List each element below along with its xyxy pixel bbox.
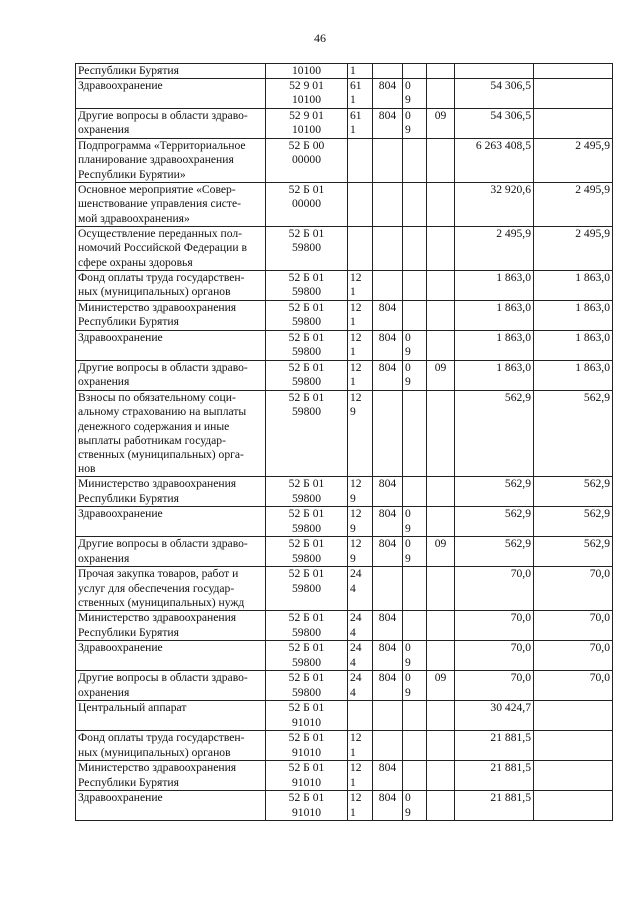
row-name: Фонд оплаты труда государствен- ных (муниципальных) органов bbox=[76, 271, 266, 301]
target-article-code: 52 Б 01 59800 bbox=[266, 477, 348, 507]
section-code: 0 9 bbox=[403, 331, 427, 361]
page-number: 46 bbox=[314, 31, 326, 45]
administrator-code: 804 bbox=[373, 109, 403, 139]
budget-table-body bbox=[76, 64, 613, 821]
expense-type-code: 61 1 bbox=[348, 79, 373, 109]
target-article-code: 52 Б 01 59800 bbox=[266, 391, 348, 477]
administrator-code: 804 bbox=[373, 477, 403, 507]
subsection-code: 09 bbox=[427, 109, 455, 139]
row-name: Другие вопросы в области здраво- охранения bbox=[76, 537, 266, 567]
table-row bbox=[76, 477, 613, 507]
expense-type-code: 12 1 bbox=[348, 731, 373, 761]
amount-total: 1 863,0 bbox=[455, 271, 534, 301]
section-code: 0 9 bbox=[403, 671, 427, 701]
row-name: Основное мероприятие «Совер- шенствование управления систе- мой здравоохранения» bbox=[76, 183, 266, 227]
row-name: Центральный аппарат bbox=[76, 701, 266, 731]
row-name: Республики Бурятия bbox=[76, 64, 266, 79]
amount-total: 21 881,5 bbox=[455, 761, 534, 791]
table-row bbox=[76, 761, 613, 791]
section-code bbox=[403, 227, 427, 271]
section-code bbox=[403, 139, 427, 183]
target-article-code: 52 Б 01 00000 bbox=[266, 183, 348, 227]
table-row bbox=[76, 227, 613, 271]
table-row bbox=[76, 79, 613, 109]
table-row bbox=[76, 507, 613, 537]
amount-federal: 1 863,0 bbox=[534, 331, 613, 361]
section-code bbox=[403, 391, 427, 477]
administrator-code: 804 bbox=[373, 611, 403, 641]
table-row bbox=[76, 641, 613, 671]
amount-total: 1 863,0 bbox=[455, 361, 534, 391]
administrator-code bbox=[373, 227, 403, 271]
expense-type-code: 12 1 bbox=[348, 331, 373, 361]
amount-total: 21 881,5 bbox=[455, 791, 534, 821]
subsection-code bbox=[427, 64, 455, 79]
section-code: 0 9 bbox=[403, 537, 427, 567]
table-row bbox=[76, 361, 613, 391]
amount-total: 70,0 bbox=[455, 671, 534, 701]
amount-total: 54 306,5 bbox=[455, 109, 534, 139]
amount-total: 70,0 bbox=[455, 567, 534, 611]
subsection-code bbox=[427, 271, 455, 301]
section-code bbox=[403, 183, 427, 227]
row-name: Подпрограмма «Территориальное планирование здравоохранения Республики Бурятии» bbox=[76, 139, 266, 183]
target-article-code: 52 Б 01 59800 bbox=[266, 301, 348, 331]
subsection-code: 09 bbox=[427, 361, 455, 391]
row-name: Фонд оплаты труда государствен- ных (муниципальных) органов bbox=[76, 731, 266, 761]
administrator-code bbox=[373, 139, 403, 183]
expense-type-code: 1 bbox=[348, 64, 373, 79]
subsection-code bbox=[427, 507, 455, 537]
target-article-code: 52 Б 01 59800 bbox=[266, 611, 348, 641]
target-article-code: 52 Б 01 59800 bbox=[266, 567, 348, 611]
table-row bbox=[76, 611, 613, 641]
section-code: 0 9 bbox=[403, 79, 427, 109]
subsection-code: 09 bbox=[427, 671, 455, 701]
table-row bbox=[76, 671, 613, 701]
amount-federal: 70,0 bbox=[534, 641, 613, 671]
subsection-code bbox=[427, 567, 455, 611]
expense-type-code: 24 4 bbox=[348, 567, 373, 611]
subsection-code bbox=[427, 791, 455, 821]
target-article-code: 52 Б 01 59800 bbox=[266, 227, 348, 271]
table-row bbox=[76, 64, 613, 79]
row-name: Министерство здравоохранения Республики Бурятия bbox=[76, 477, 266, 507]
administrator-code bbox=[373, 271, 403, 301]
administrator-code: 804 bbox=[373, 301, 403, 331]
row-name: Здравоохранение bbox=[76, 791, 266, 821]
section-code bbox=[403, 611, 427, 641]
target-article-code: 52 Б 01 91010 bbox=[266, 791, 348, 821]
amount-federal: 1 863,0 bbox=[534, 271, 613, 301]
expense-type-code: 61 1 bbox=[348, 109, 373, 139]
amount-federal: 562,9 bbox=[534, 507, 613, 537]
target-article-code: 52 Б 01 59800 bbox=[266, 641, 348, 671]
expense-type-code: 24 4 bbox=[348, 611, 373, 641]
row-name: Другие вопросы в области здраво- охранения bbox=[76, 671, 266, 701]
administrator-code bbox=[373, 701, 403, 731]
expense-type-code: 12 1 bbox=[348, 761, 373, 791]
row-name: Прочая закупка товаров, работ и услуг для обеспечения государ- ственных (муниципальных) нужд bbox=[76, 567, 266, 611]
amount-total: 30 424,7 bbox=[455, 701, 534, 731]
administrator-code: 804 bbox=[373, 537, 403, 567]
expense-type-code bbox=[348, 227, 373, 271]
administrator-code bbox=[373, 731, 403, 761]
target-article-code: 52 Б 01 59800 bbox=[266, 507, 348, 537]
table-row bbox=[76, 109, 613, 139]
table-row bbox=[76, 271, 613, 301]
expense-type-code: 12 1 bbox=[348, 361, 373, 391]
section-code bbox=[403, 701, 427, 731]
expense-type-code: 12 9 bbox=[348, 477, 373, 507]
target-article-code: 52 Б 01 91010 bbox=[266, 761, 348, 791]
row-name: Другие вопросы в области здраво- охранения bbox=[76, 361, 266, 391]
administrator-code: 804 bbox=[373, 507, 403, 537]
administrator-code: 804 bbox=[373, 791, 403, 821]
row-name: Здравоохранение bbox=[76, 507, 266, 537]
administrator-code: 804 bbox=[373, 641, 403, 671]
administrator-code bbox=[373, 567, 403, 611]
amount-federal: 1 863,0 bbox=[534, 301, 613, 331]
expense-type-code: 12 9 bbox=[348, 507, 373, 537]
amount-federal bbox=[534, 701, 613, 731]
row-name: Министерство здравоохранения Республики Бурятия bbox=[76, 301, 266, 331]
administrator-code: 804 bbox=[373, 761, 403, 791]
table-row bbox=[76, 331, 613, 361]
target-article-code: 52 9 01 10100 bbox=[266, 79, 348, 109]
amount-federal bbox=[534, 791, 613, 821]
target-article-code: 52 Б 01 59800 bbox=[266, 671, 348, 701]
section-code bbox=[403, 64, 427, 79]
row-name: Здравоохранение bbox=[76, 331, 266, 361]
amount-federal: 562,9 bbox=[534, 477, 613, 507]
subsection-code bbox=[427, 611, 455, 641]
target-article-code: 52 Б 01 91010 bbox=[266, 701, 348, 731]
amount-federal: 2 495,9 bbox=[534, 183, 613, 227]
amount-federal: 70,0 bbox=[534, 671, 613, 701]
expense-type-code bbox=[348, 701, 373, 731]
table-row bbox=[76, 301, 613, 331]
target-article-code: 52 Б 01 59800 bbox=[266, 537, 348, 567]
subsection-code: 09 bbox=[427, 537, 455, 567]
expense-type-code: 12 1 bbox=[348, 791, 373, 821]
amount-total: 6 263 408,5 bbox=[455, 139, 534, 183]
subsection-code bbox=[427, 477, 455, 507]
row-name: Другие вопросы в области здраво- охранения bbox=[76, 109, 266, 139]
section-code bbox=[403, 761, 427, 791]
expense-type-code bbox=[348, 139, 373, 183]
amount-federal: 70,0 bbox=[534, 567, 613, 611]
table-row bbox=[76, 139, 613, 183]
subsection-code bbox=[427, 391, 455, 477]
row-name: Министерство здравоохранения Республики Бурятия bbox=[76, 611, 266, 641]
row-name: Здравоохранение bbox=[76, 79, 266, 109]
expense-type-code: 12 9 bbox=[348, 537, 373, 567]
amount-federal bbox=[534, 79, 613, 109]
amount-federal: 1 863,0 bbox=[534, 361, 613, 391]
section-code: 0 9 bbox=[403, 641, 427, 671]
expense-type-code: 24 4 bbox=[348, 671, 373, 701]
amount-federal bbox=[534, 109, 613, 139]
section-code bbox=[403, 567, 427, 611]
section-code: 0 9 bbox=[403, 109, 427, 139]
administrator-code: 804 bbox=[373, 79, 403, 109]
amount-federal bbox=[534, 731, 613, 761]
subsection-code bbox=[427, 227, 455, 271]
subsection-code bbox=[427, 701, 455, 731]
administrator-code bbox=[373, 183, 403, 227]
expense-type-code: 12 9 bbox=[348, 391, 373, 477]
subsection-code bbox=[427, 79, 455, 109]
section-code: 0 9 bbox=[403, 507, 427, 537]
amount-total: 21 881,5 bbox=[455, 731, 534, 761]
expense-type-code bbox=[348, 183, 373, 227]
row-name: Взносы по обязательному соци- альному страхованию на выплаты денежного содержания и иные выплаты работникам государ- ственных (муниципальных) орга- нов bbox=[76, 391, 266, 477]
target-article-code: 52 Б 01 59800 bbox=[266, 331, 348, 361]
amount-total: 562,9 bbox=[455, 391, 534, 477]
subsection-code bbox=[427, 183, 455, 227]
subsection-code bbox=[427, 731, 455, 761]
amount-total: 1 863,0 bbox=[455, 331, 534, 361]
table-row bbox=[76, 567, 613, 611]
section-code bbox=[403, 301, 427, 331]
amount-federal: 562,9 bbox=[534, 391, 613, 477]
subsection-code bbox=[427, 301, 455, 331]
expense-type-code: 12 1 bbox=[348, 301, 373, 331]
section-code bbox=[403, 731, 427, 761]
amount-total: 1 863,0 bbox=[455, 301, 534, 331]
amount-federal: 2 495,9 bbox=[534, 139, 613, 183]
subsection-code bbox=[427, 331, 455, 361]
amount-federal bbox=[534, 64, 613, 79]
table-row bbox=[76, 731, 613, 761]
table-row bbox=[76, 791, 613, 821]
amount-total: 562,9 bbox=[455, 537, 534, 567]
subsection-code bbox=[427, 139, 455, 183]
subsection-code bbox=[427, 761, 455, 791]
amount-total: 562,9 bbox=[455, 477, 534, 507]
expense-type-code: 24 4 bbox=[348, 641, 373, 671]
subsection-code bbox=[427, 641, 455, 671]
expense-type-code: 12 1 bbox=[348, 271, 373, 301]
target-article-code: 52 Б 01 91010 bbox=[266, 731, 348, 761]
table-row bbox=[76, 183, 613, 227]
target-article-code: 52 Б 01 59800 bbox=[266, 361, 348, 391]
table-row bbox=[76, 701, 613, 731]
amount-total bbox=[455, 64, 534, 79]
amount-total: 70,0 bbox=[455, 611, 534, 641]
amount-federal bbox=[534, 761, 613, 791]
target-article-code: 52 9 01 10100 bbox=[266, 109, 348, 139]
section-code bbox=[403, 477, 427, 507]
section-code: 0 9 bbox=[403, 791, 427, 821]
amount-total: 70,0 bbox=[455, 641, 534, 671]
amount-total: 32 920,6 bbox=[455, 183, 534, 227]
target-article-code: 52 Б 00 00000 bbox=[266, 139, 348, 183]
target-article-code: 10100 bbox=[266, 64, 348, 79]
administrator-code bbox=[373, 64, 403, 79]
section-code bbox=[403, 271, 427, 301]
administrator-code bbox=[373, 391, 403, 477]
section-code: 0 9 bbox=[403, 361, 427, 391]
table-row bbox=[76, 537, 613, 567]
row-name: Здравоохранение bbox=[76, 641, 266, 671]
amount-total: 54 306,5 bbox=[455, 79, 534, 109]
amount-federal: 70,0 bbox=[534, 611, 613, 641]
administrator-code: 804 bbox=[373, 331, 403, 361]
row-name: Осуществление переданных пол- номочий Российской Федерации в сфере охраны здоровья bbox=[76, 227, 266, 271]
administrator-code: 804 bbox=[373, 361, 403, 391]
target-article-code: 52 Б 01 59800 bbox=[266, 271, 348, 301]
budget-table bbox=[75, 63, 613, 821]
amount-total: 562,9 bbox=[455, 507, 534, 537]
administrator-code: 804 bbox=[373, 671, 403, 701]
row-name: Министерство здравоохранения Республики Бурятия bbox=[76, 761, 266, 791]
table-row bbox=[76, 391, 613, 477]
amount-federal: 2 495,9 bbox=[534, 227, 613, 271]
amount-federal: 562,9 bbox=[534, 537, 613, 567]
amount-total: 2 495,9 bbox=[455, 227, 534, 271]
